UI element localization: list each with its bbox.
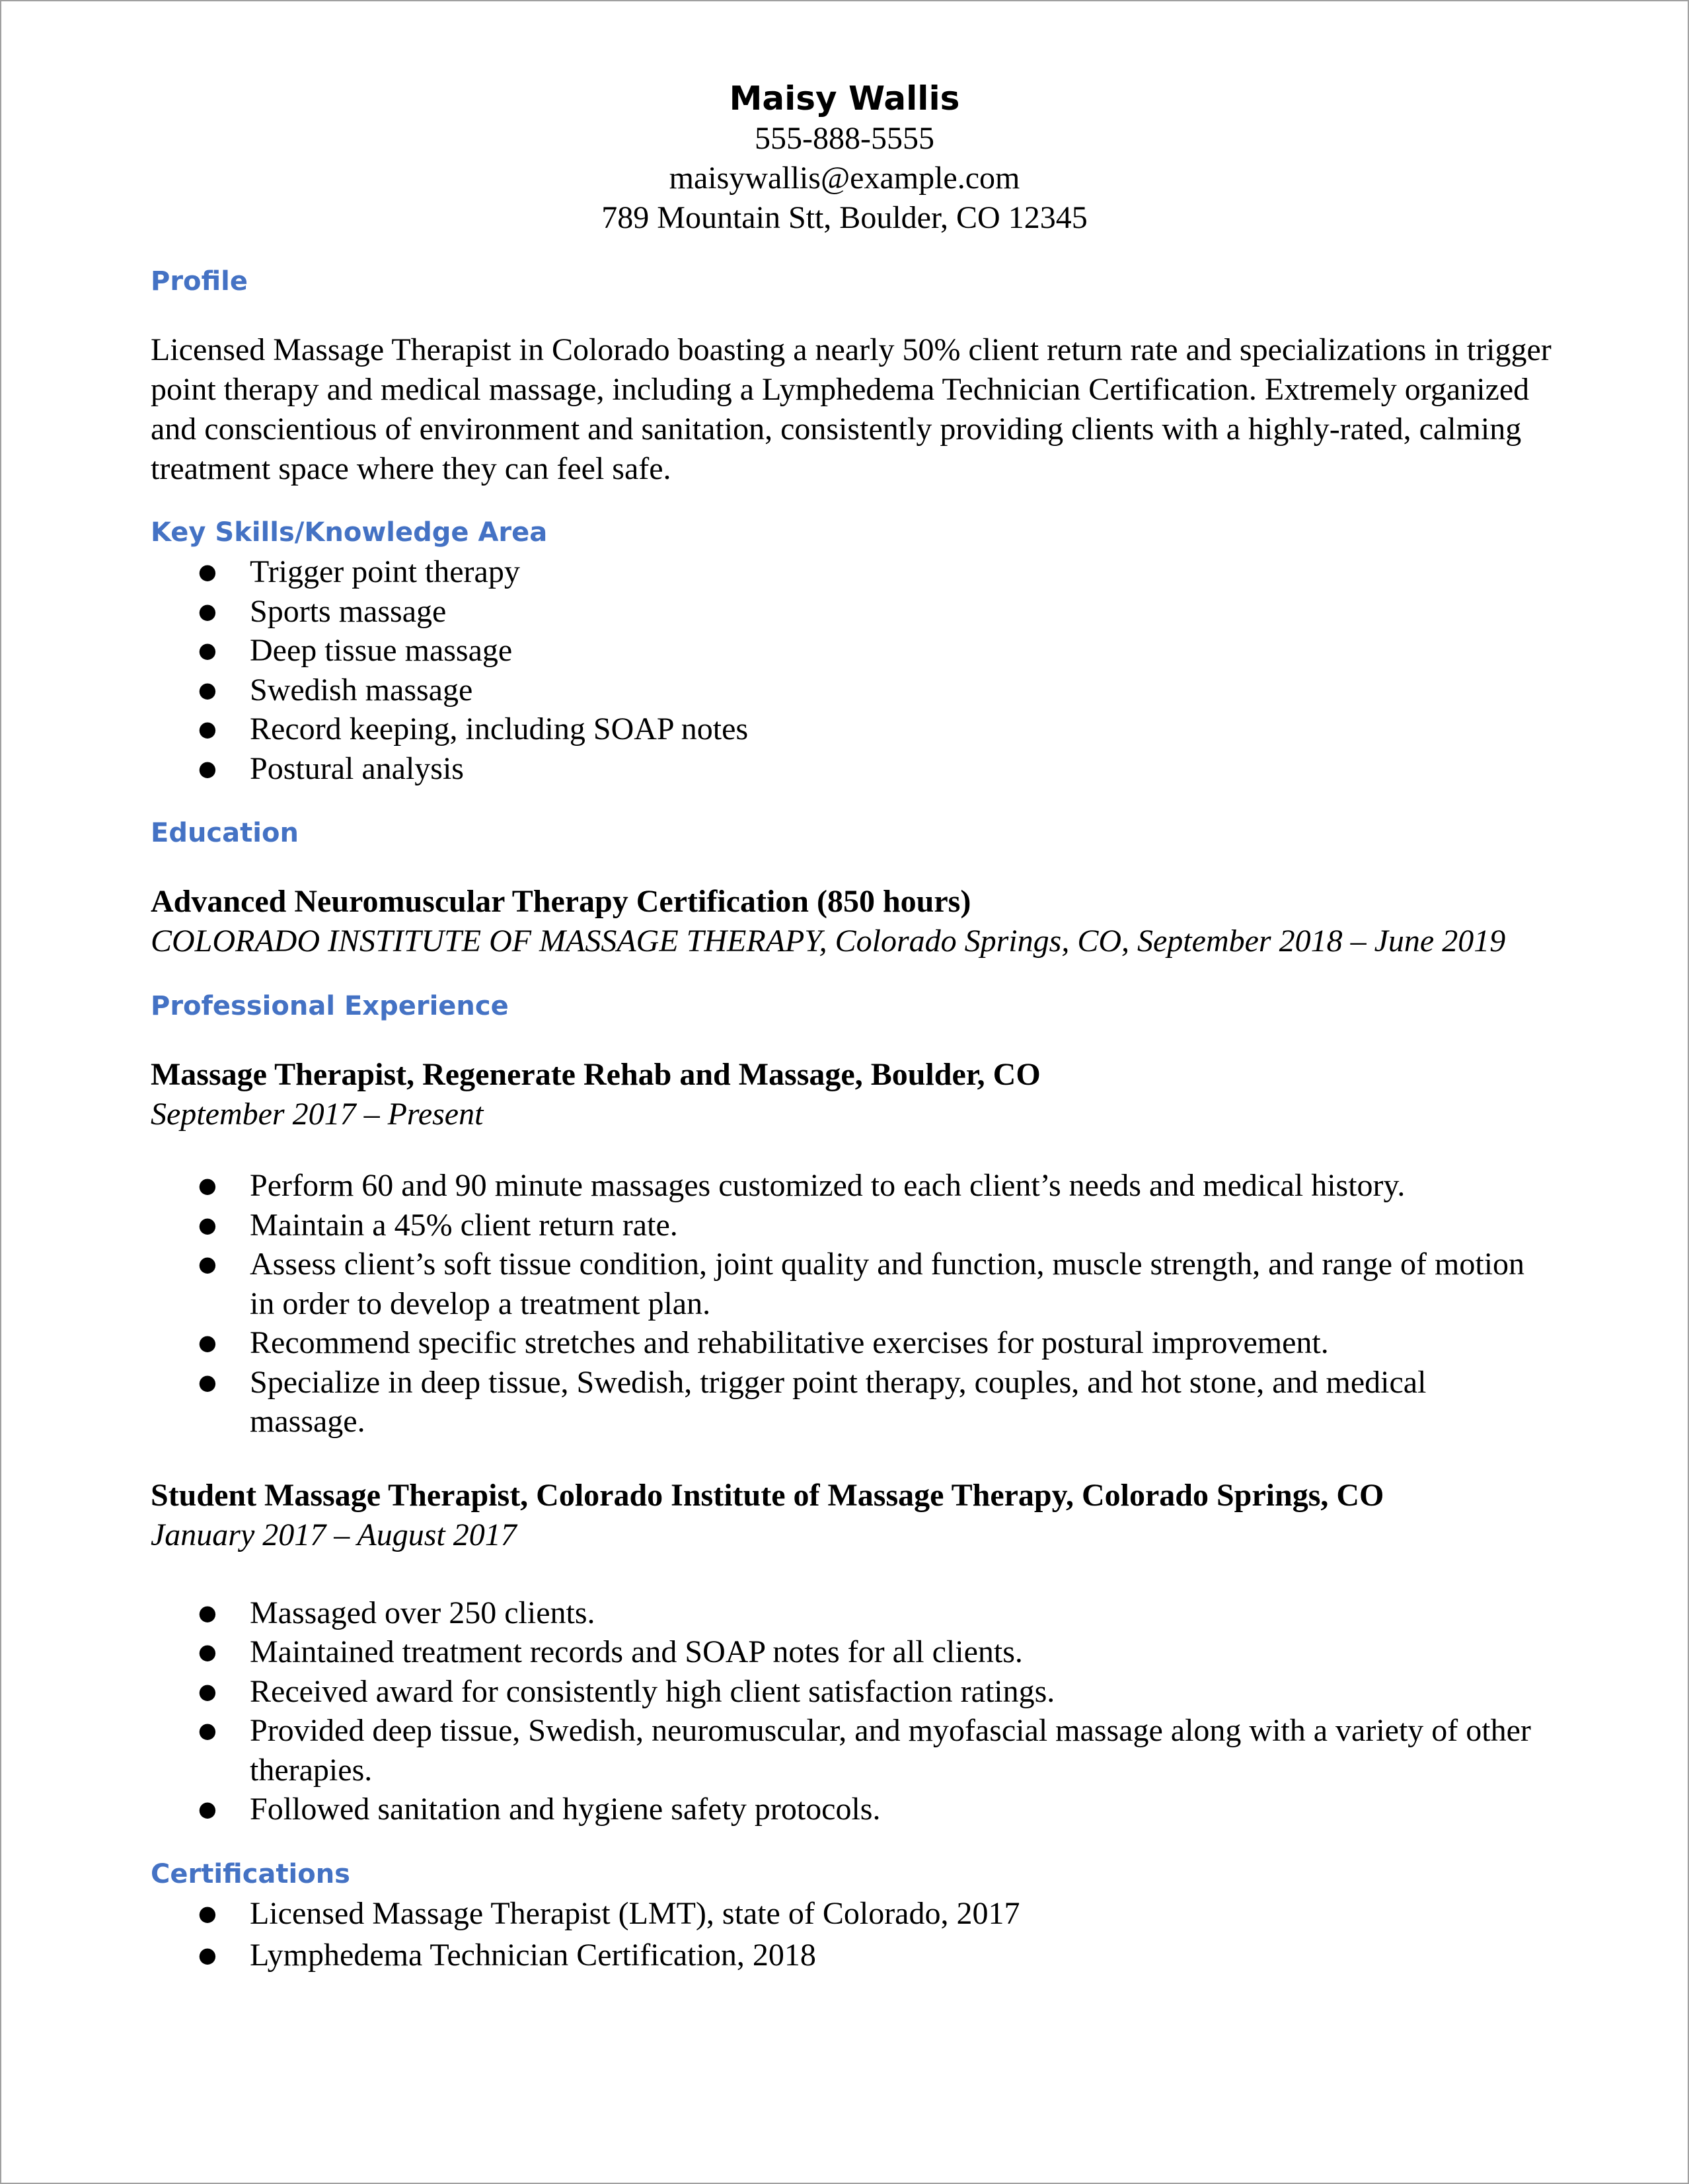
bullet-text: Specialize in deep tissue, Swedish, trigger point therapy, couples, and hot stone, and medical massage. [250,1364,1427,1439]
bullet-text: Massaged over 250 clients. [250,1595,595,1630]
skill-text: Sports massage [250,593,447,629]
job-title: Massage Therapist, Regenerate Rehab and Massage, Boulder, CO [151,1057,1041,1092]
list-item [151,1593,1552,1633]
education-title: Advanced Neuromuscular Therapy Certification (850 hours) [151,884,971,919]
bullet-icon: ● [198,755,217,781]
list-item [151,1166,1552,1206]
experience-heading: Professional Experience [151,991,509,1021]
job-bullets [151,1166,1552,1441]
list-item [151,710,1552,749]
bullet-icon: ● [198,1599,217,1625]
certifications-heading: Certifications [151,1858,350,1889]
profile-text: Licensed Massage Therapist in Colorado boasting a nearly 50% client return rate and specializations in trigger point therapy and medical massage, including a Lymphedema Technician Certification. Extremely organized and conscientious of environment and sanitation, consistently providing clients with a highly-rated, calming treatment space where they can feel safe. [151,332,1552,486]
skill-text: Record keeping, including SOAP notes [250,711,749,746]
list-item [151,1790,1552,1829]
bullet-text: Recommend specific stretches and rehabilitative exercises for postural improvement. [250,1325,1329,1360]
list-item [151,671,1552,710]
bullet-text: Provided deep tissue, Swedish, neuromuscular, and myofascial massage along with a variety of other therapies. [250,1713,1531,1788]
bullet-icon: ● [198,1942,217,1967]
bullet-icon: ● [198,1796,217,1821]
list-item [151,1323,1552,1363]
bullet-icon: ● [198,676,217,702]
bullet-text: Maintain a 45% client return rate. [250,1207,678,1243]
list-item [151,1936,1552,1975]
bullet-icon: ● [198,1900,217,1926]
bullet-icon: ● [198,559,217,584]
bullet-icon: ● [198,1369,217,1395]
bullet-icon: ● [198,1639,217,1664]
job-bullets [151,1593,1552,1829]
bullet-icon: ● [198,1212,217,1237]
certifications-list [151,1894,1552,1975]
skill-text: Postural analysis [250,750,464,786]
list-item [151,1363,1532,1441]
candidate-name: Maisy Wallis [729,79,960,118]
job-entry [151,1476,1552,1829]
skills-heading: Key Skills/Knowledge Area [151,517,548,548]
bullet-icon: ● [198,598,217,624]
bullet-icon: ● [198,1678,217,1704]
bullet-icon: ● [198,1251,217,1276]
education-detail: COLORADO INSTITUTE OF MASSAGE THERAPY, Colorado Springs, CO, September 2018 – June 2019 [151,924,1506,959]
list-item [151,552,1552,592]
bullet-text: Maintained treatment records and SOAP notes for all clients. [250,1634,1023,1669]
bullet-text: Perform 60 and 90 minute massages customized to each client’s needs and medical history. [250,1168,1406,1203]
bullet-text: Received award for consistently high client satisfaction ratings. [250,1673,1055,1709]
job-dates: September 2017 – Present [151,1097,484,1132]
resume-document [151,78,1552,1975]
list-item [151,592,1552,632]
list-item [151,1711,1532,1790]
profile-heading: Profile [151,266,248,297]
bullet-icon: ● [198,637,217,663]
phone-number: 555-888-5555 [755,121,934,156]
skill-text: Trigger point therapy [250,554,520,589]
list-item [151,1245,1532,1323]
skills-list [151,552,1552,788]
email-address: maisywallis@example.com [669,161,1020,196]
list-item [151,1672,1552,1712]
bullet-icon: ● [198,1718,217,1743]
list-item [151,1206,1552,1245]
bullet-text: Assess client’s soft tissue condition, joint quality and function, muscle strength, and range of motion in order to develop a treatment plan. [250,1247,1525,1321]
job-title: Student Massage Therapist, Colorado Institute of Massage Therapy, Colorado Springs, CO [151,1477,1384,1513]
job-entry [151,1055,1552,1441]
list-item [151,749,1552,789]
certification-text: Licensed Massage Therapist (LMT), state of Colorado, 2017 [250,1895,1020,1931]
certification-text: Lymphedema Technician Certification, 2018 [250,1938,816,1973]
bullet-icon: ● [198,1330,217,1355]
list-item [151,631,1552,671]
skill-text: Swedish massage [250,672,473,708]
list-item [151,1632,1552,1672]
job-dates: January 2017 – August 2017 [151,1517,517,1552]
skill-text: Deep tissue massage [250,633,513,668]
bullet-icon: ● [198,1173,217,1198]
bullet-text: Followed sanitation and hygiene safety protocols. [250,1792,881,1827]
street-address: 789 Mountain Stt, Boulder, CO 12345 [601,200,1088,235]
education-heading: Education [151,818,299,848]
resume-header [0,78,1689,238]
list-item [151,1894,1552,1934]
bullet-icon: ● [198,716,217,741]
